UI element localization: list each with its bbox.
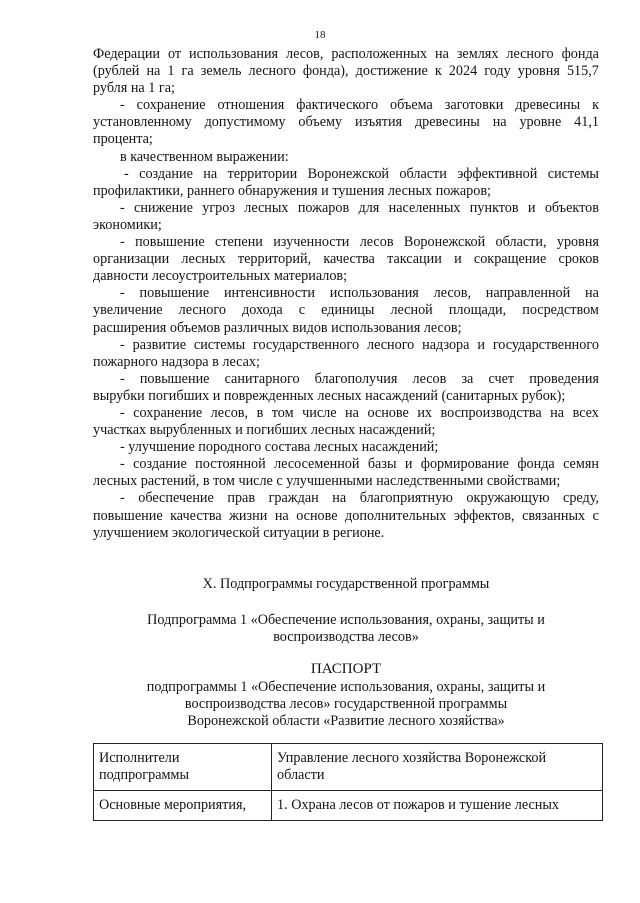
body-line: (рублей на 1 га земель лесного фонда), достижение к 2024 году уровня 515,7 [93,63,599,80]
body-line: в качественном выражении: [120,148,289,165]
passport-subtitle [93,679,599,730]
body-line: - повышение санитарного благополучия лесов за счет проведения [120,370,599,387]
passport-heading: ПАСПОРТ [310,661,382,677]
body-line: - улучшение породного состава лесных насаждений; [120,439,439,456]
table-row [94,744,603,791]
subprogram-title [93,612,599,646]
body-line: рубля на 1 га; [93,80,175,97]
section-title: X. Подпрограммы государственной программы [202,576,490,592]
cell-line: 1. Охрана лесов от пожаров и тушение лесных [277,797,559,813]
body-line: - обеспечение прав граждан на благоприятную окружающую среду, [120,490,599,507]
body-line: процента; [93,131,153,148]
cell-line: области [277,767,325,783]
table-cell-label [94,744,272,791]
body-line: лесных растений, в том числе с улучшенными наследственными свойствами; [93,473,561,490]
body-line: давности лесоустроительных материалов; [93,268,348,285]
cell-line: подпрограммы [99,767,189,783]
body-line: расширения объемов различных видов использования лесов; [93,319,462,336]
body-line: повышение качества жизни на основе дополнительных эффектов, связанных с [93,507,599,524]
body-line: организации лесных территорий, качества таксации и сокращение сроков [93,251,599,268]
cell-line: Основные мероприятия, [99,797,247,813]
body-line: - повышение интенсивности использования лесов, направленной на [120,285,599,302]
body-line: профилактики, раннего обнаружения и тушения лесных пожаров; [93,182,491,199]
body-line: - создание на территории Воронежской области эффективной системы [124,165,599,182]
passport-subtitle-line: воспроизводства лесов» государственной программы [184,696,508,712]
body-line: - сохранение лесов, в том числе на основе их воспроизводства на всех [120,404,599,421]
body-line: - повышение степени изученности лесов Воронежской области, уровня [120,234,599,251]
subprogram-title-line: воспроизводства лесов» [273,629,419,645]
body-line: увеличение лесного дохода с единицы лесной площади, посредством [93,302,599,319]
table-cell-label [94,791,272,821]
cell-line: Исполнители [99,750,180,766]
body-line: - снижение угроз лесных пожаров для населенных пунктов и объектов [120,199,599,216]
subprogram-title-line: Подпрограмма 1 «Обеспечение использования, охраны, защиты и [147,612,545,628]
body-line: установленному допустимому объему изъятия древесины на уровне 41,1 [93,114,599,131]
body-line: вырубки погибших и поврежденных лесных насаждений (санитарных рубок); [93,387,566,404]
passport-subtitle-line: подпрограммы 1 «Обеспечение использования, охраны, защиты и [146,679,546,695]
body-line: участках вырубленных и погибших лесных насаждений; [93,422,436,439]
passport-table [93,743,603,821]
table-cell-value [272,744,603,791]
body-line: Федерации от использования лесов, расположенных на землях лесного фонда [93,46,599,62]
passport-subtitle-line: Воронежской области «Развитие лесного хозяйства» [187,713,505,729]
body-text [93,46,599,542]
body-line: - развитие системы государственного лесного надзора и государственного [120,336,599,353]
body-line: улучшением экологической ситуации в регионе. [93,524,385,541]
body-line: экономики; [93,216,162,233]
body-line: пожарного надзора в лесах; [93,353,260,370]
body-line: - сохранение отношения фактического объема заготовки древесины к [120,97,599,114]
table-row [94,791,603,821]
table-cell-value [272,791,603,821]
cell-line: Управление лесного хозяйства Воронежской [277,750,547,766]
body-line: - создание постоянной лесосеменной базы и формирование фонда семян [120,456,599,473]
page-number: 18 [314,29,326,41]
